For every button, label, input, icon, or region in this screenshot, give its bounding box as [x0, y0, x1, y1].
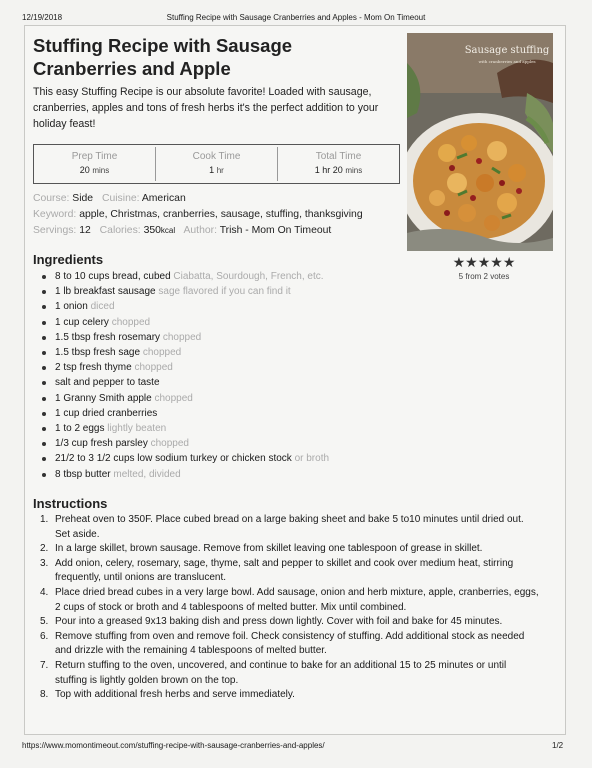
instruction-step	[40, 615, 540, 630]
step-number: 4.	[40, 586, 49, 598]
ingredient-text: 1.5 tbsp fresh rosemary	[55, 331, 161, 343]
bullet-icon	[42, 412, 46, 416]
ingredient-text: 1 cup celery	[55, 316, 109, 328]
ingredient-note: lightly beaten	[107, 423, 167, 435]
ingredient-item	[40, 406, 420, 421]
step-number: 1.	[40, 514, 49, 525]
servings-value: 12	[79, 225, 91, 236]
ingredient-item	[40, 375, 420, 390]
instructions-list	[40, 513, 540, 703]
bullet-icon	[42, 336, 46, 340]
keyword-value: apple, Christmas, cranberries, sausage, stuffing, thanksgiving	[79, 209, 363, 220]
print-page-number: 1/2	[552, 741, 564, 750]
photo-overlay-title: Sausage stuffing	[464, 45, 550, 56]
ingredient-item	[40, 284, 420, 299]
prep-time-label: Prep Time	[71, 151, 118, 162]
ingredient-text: 1 Granny Smith apple	[55, 392, 152, 404]
ingredients-list	[40, 269, 420, 482]
bullet-icon	[42, 397, 46, 401]
instruction-step	[40, 557, 540, 586]
cook-time	[156, 147, 278, 181]
ingredient-item	[40, 467, 420, 482]
ingredient-item	[40, 315, 420, 330]
ingredient-item	[40, 391, 420, 406]
ingredient-text: 1/3 cup fresh parsley	[55, 438, 148, 450]
ingredient-note: chopped	[162, 331, 202, 343]
cuisine-value: American	[141, 193, 186, 204]
bullet-icon	[42, 473, 46, 477]
bullet-icon	[42, 305, 46, 309]
ingredient-note: Ciabatta, Sourdough, French, etc.	[173, 271, 324, 282]
ingredient-text: 21/2 to 3 1/2 cups low sodium turkey or chicken stock	[55, 453, 292, 465]
ingredient-item	[40, 299, 420, 314]
bullet-icon	[42, 351, 46, 355]
step-number: 8.	[40, 689, 49, 701]
step-text: Pour into a greased 9x13 baking dish and press down lightly. Cover with foil and bake for 45 minutes.	[55, 616, 503, 628]
ingredient-text: 8 tbsp butter	[55, 468, 111, 480]
ingredient-note: chopped	[142, 347, 182, 359]
print-url: https://www.momontimeout.com/stuffing-recipe-with-sausage-cranberries-and-apples/	[22, 741, 325, 750]
servings-label: Servings:	[33, 225, 77, 236]
recipe-meta	[33, 191, 403, 239]
recipe-summary: This easy Stuffing Recipe is our absolute favorite! Loaded with sausage, cranberries, apples and tons of fresh herbs it's the perfect addition to your holiday feast!	[33, 86, 379, 130]
step-number: 3.	[40, 557, 49, 569]
instruction-step	[40, 513, 540, 542]
step-text: Preheat oven to 350F. Place cubed bread on a large baking sheet and bake 5 to10 minutes until dried out. Set aside.	[55, 514, 524, 540]
ingredient-note: sage flavored if you can find it	[158, 286, 291, 298]
bullet-icon	[42, 366, 46, 370]
ingredient-note: chopped	[154, 392, 193, 404]
total-time-unit: mins	[345, 166, 363, 175]
cook-time-value: 1	[209, 165, 215, 175]
stuffing-dish-image	[407, 33, 553, 251]
instruction-step	[40, 542, 540, 557]
ingredient-note: melted, divided	[113, 468, 181, 480]
instructions-heading: Instructions	[33, 496, 108, 511]
cook-time-unit: hr	[216, 166, 224, 175]
ingredient-item	[40, 330, 420, 345]
ingredient-text: 1 lb breakfast sausage	[55, 286, 156, 298]
cuisine-label: Cuisine:	[101, 193, 140, 204]
total-time	[278, 147, 399, 181]
bullet-icon	[42, 321, 46, 325]
calories-value: 350	[143, 225, 161, 236]
total-time-label: Total Time	[315, 151, 362, 162]
ingredient-item	[40, 451, 420, 466]
calories-label: Calories:	[99, 225, 141, 236]
ingredient-note: or broth	[294, 453, 330, 465]
keyword-label: Keyword:	[33, 209, 77, 220]
ingredient-note: chopped	[134, 362, 173, 374]
ingredient-text: 1 cup dried cranberries	[55, 407, 158, 419]
print-title: Stuffing Recipe with Sausage Cranberries and Apples - Mom On Timeout	[166, 13, 426, 22]
step-text: Remove stuffing from oven and remove foil. Check consistency of stuffing. Add additional stock as needed and drizzle with the remaining 4 tablespoons of melted butter.	[55, 630, 525, 657]
ingredient-item	[40, 345, 420, 360]
ingredient-text: 1 onion	[55, 301, 88, 313]
recipe-title: Stuffing Recipe with Sausage Cranberries and Apple	[33, 35, 293, 79]
step-text: Top with additional fresh herbs and serve immediately.	[55, 689, 295, 701]
bullet-icon	[42, 457, 46, 461]
bullet-icon	[42, 290, 46, 294]
ingredient-text: salt and pepper to taste	[55, 377, 160, 389]
instruction-step	[40, 586, 540, 615]
step-text: In a large skillet, brown sausage. Remove from skillet leaving one tablespoon of grease in skillet.	[55, 543, 483, 555]
ingredient-item	[40, 269, 420, 284]
total-time-value: 1 hr 20	[314, 165, 343, 175]
photo-overlay-subtitle: with cranberries and apples	[478, 59, 536, 64]
cook-time-label: Cook Time	[192, 151, 241, 162]
step-number: 7.	[40, 659, 49, 671]
author-label: Author:	[183, 225, 217, 236]
ingredient-text: 1 to 2 eggs	[55, 423, 105, 435]
instruction-step	[40, 688, 540, 703]
prep-time	[34, 147, 156, 181]
ingredient-note: chopped	[111, 316, 151, 328]
prep-time-unit: mins	[92, 166, 110, 175]
step-text: Add onion, celery, rosemary, sage, thyme, salt and pepper to skillet and cook over medium heat, stirring frequently, until onions are translucent.	[55, 557, 514, 584]
step-number: 6.	[40, 630, 49, 642]
ingredient-item	[40, 360, 420, 375]
rating-votes: 5 from 2 votes	[458, 272, 510, 281]
author-value: Trish - Mom On Timeout	[219, 225, 332, 236]
prep-time-value: 20	[79, 165, 90, 175]
ingredient-item	[40, 421, 420, 436]
bullet-icon	[42, 275, 46, 279]
course-value: Side	[72, 193, 94, 204]
bullet-icon	[42, 442, 46, 446]
instruction-step	[40, 630, 540, 659]
ingredient-text: 8 to 10 cups bread, cubed	[55, 271, 171, 282]
print-date: 12/19/2018	[22, 13, 63, 22]
recipe-photo	[407, 33, 553, 251]
course-label: Course:	[33, 193, 70, 204]
bullet-icon	[42, 427, 46, 431]
bullet-icon	[42, 381, 46, 385]
ingredient-text: 1.5 tbsp fresh sage	[55, 347, 141, 359]
step-number: 2.	[40, 543, 49, 555]
ingredient-note: chopped	[150, 438, 189, 450]
rating-stars: ★★★★★	[452, 254, 516, 270]
step-text: Return stuffing to the oven, uncovered, and continue to bake for an additional 15 to 25 minutes or until stuffing is lightly golden brown on the top.	[55, 659, 507, 686]
ingredient-note: diced	[90, 301, 115, 313]
ingredients-heading: Ingredients	[33, 252, 104, 267]
instruction-step	[40, 659, 540, 688]
step-number: 5.	[40, 616, 49, 628]
calories-unit: kcal	[160, 226, 176, 235]
ingredient-text: 2 tsp fresh thyme	[55, 362, 132, 374]
step-text: Place dried bread cubes in a very large bowl. Add sausage, onion and herb mixture, apple, cranberries, eggs, 2 cups of stock or broth and 4 tablespoons of melted butter. Mix until combined.	[55, 586, 539, 613]
recipe-times	[33, 144, 400, 184]
ingredient-item	[40, 436, 420, 451]
